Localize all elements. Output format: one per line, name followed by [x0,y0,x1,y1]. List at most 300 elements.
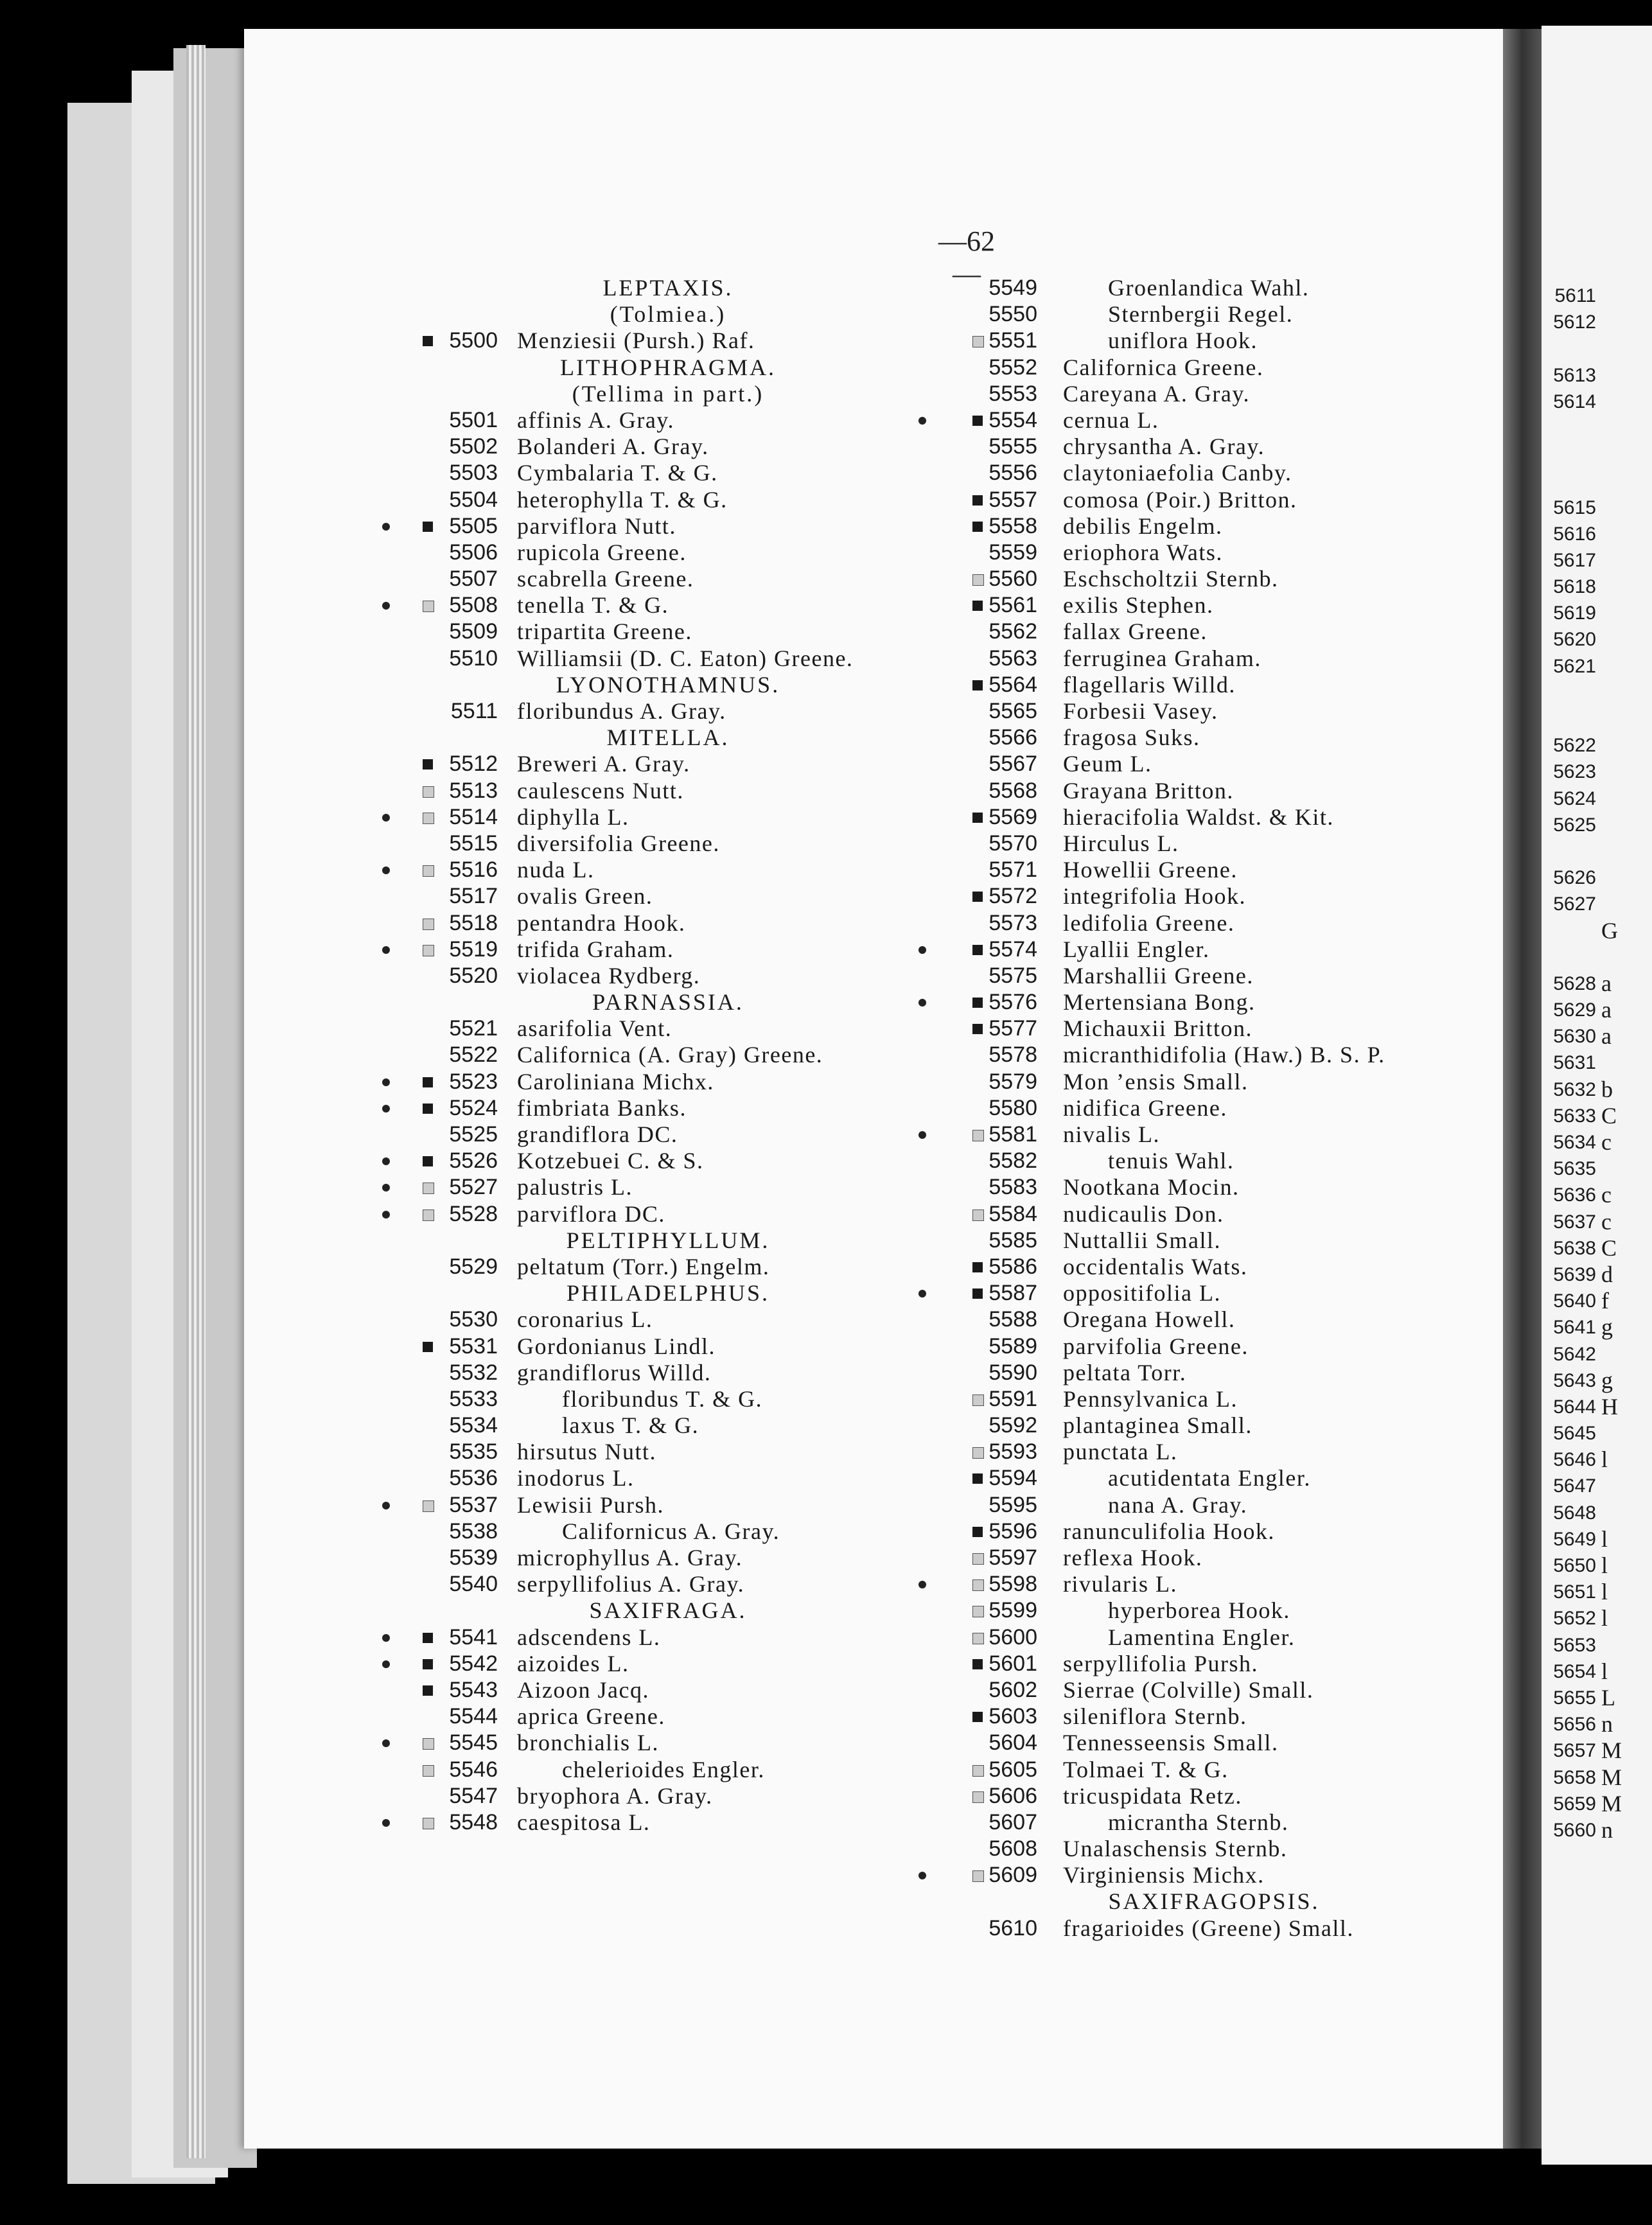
species-entry [1545,1526,1652,1552]
species-name: heterophylla T. & G. [517,486,728,513]
species-name: ranunculifolia Hook. [1063,1518,1275,1544]
species-name: Howellii Greene. [1063,857,1238,883]
genus-heading [385,1597,951,1624]
species-entry [385,937,951,963]
species-entry [925,1492,1503,1518]
entry-number: 5525 [449,1122,498,1147]
species-entry [925,1306,1503,1333]
entry-number: 5639 [1553,1263,1596,1285]
entry-number: 5511 [450,699,498,723]
species-name: hyperborea Hook. [1108,1597,1290,1624]
species-entry [925,1862,1503,1888]
entry-number: 5553 [989,381,1037,406]
species-entry [1545,786,1652,812]
species-entry [925,646,1503,672]
species-entry [925,1783,1503,1809]
entry-number: 5615 [1553,497,1596,518]
species-entry [925,1571,1503,1597]
entry-number: 5572 [989,884,1037,909]
entry-number: 5541 [449,1624,498,1649]
genus-name: LEPTAXIS. [602,275,734,301]
species-name: Breweri A. Gray. [517,751,690,777]
entry-number: 5557 [989,487,1037,512]
entry-number: 5563 [989,646,1037,671]
species-entry [1545,1156,1652,1182]
species-name: peltata Torr. [1063,1359,1187,1385]
species-name: comosa (Poir.) Britton. [1063,486,1297,513]
species-entry [385,1042,951,1068]
right-column [925,275,1503,1942]
species-name: punctata L. [1063,1439,1178,1465]
entry-number: 5645 [1553,1423,1596,1445]
entry-number: 5599 [989,1598,1037,1623]
species-name: reflexa Hook. [1063,1545,1203,1570]
entry-number: 5569 [989,804,1037,829]
species-entry [1545,732,1652,759]
entry-number: 5576 [989,990,1037,1015]
genus-heading [385,725,951,751]
species-entry [385,619,951,645]
entry-number: 5657 [1553,1740,1596,1762]
species-entry [925,751,1503,777]
entry-number: 5551 [989,328,1037,353]
species-name: Kotzebuei C. & S. [517,1148,704,1174]
species-entry [925,1412,1503,1439]
entry-number: 5627 [1553,893,1596,915]
species-entry [1545,1103,1652,1129]
genus-heading [385,381,951,407]
species-entry [1545,1077,1652,1103]
entry-number: 5595 [989,1492,1037,1517]
entry-number: 5588 [989,1307,1037,1332]
entry-number: 5641 [1553,1317,1596,1339]
species-entry [1545,1473,1652,1499]
genus-heading [385,1227,951,1254]
species-entry [1545,1341,1652,1368]
species-entry [1545,1552,1652,1579]
species-entry [1545,1737,1652,1764]
entry-number: 5613 [1553,364,1596,386]
entry-number: 5574 [989,937,1037,962]
species-name: nivalis L. [1063,1121,1160,1147]
species-name: L [1601,1684,1617,1711]
genus-name: MITELLA. [606,725,730,751]
genus-heading [385,1280,951,1306]
species-entry [385,1703,951,1730]
entry-number: 5550 [989,302,1037,327]
species-entry [385,1333,951,1360]
species-name: Menziesii (Pursh.) Raf. [517,328,755,354]
entry-number: 5517 [449,884,498,909]
species-entry [925,883,1503,910]
species-name: Oregana Howell. [1063,1306,1236,1333]
entry-number: 5535 [449,1439,498,1464]
species-entry [385,804,951,831]
species-name: fallax Greene. [1063,619,1208,645]
entry-number: 5634 [1553,1132,1596,1153]
species-entry [1545,1420,1652,1447]
genus-name: PHILADELPHUS. [566,1280,769,1306]
left-column [385,275,951,1836]
species-name: parviflora Nutt. [517,513,676,539]
species-name: rivularis L. [1063,1571,1177,1597]
species-entry [1545,838,1652,865]
species-name: M [1601,1737,1623,1764]
species-entry [385,1121,951,1148]
entry-number: 5548 [449,1809,498,1834]
species-entry [925,460,1503,486]
species-name: Sierrae (Colville) Small. [1063,1676,1314,1703]
entry-number: 5612 [1553,312,1596,333]
species-entry [925,1174,1503,1200]
species-entry [385,910,951,937]
entry-number: 5651 [1553,1581,1596,1603]
species-name: Californica Greene. [1063,354,1264,380]
species-entry [385,1386,951,1412]
species-entry [1545,1817,1652,1843]
species-entry [925,434,1503,460]
species-entry [385,1571,951,1597]
entry-number: 5598 [989,1572,1037,1597]
entry-number: 5585 [989,1227,1037,1253]
entry-number: 5628 [1553,972,1596,994]
species-name: micrantha Sternb. [1108,1809,1289,1835]
species-name: l [1601,1658,1609,1684]
species-entry [385,1677,951,1703]
entry-number: 5594 [989,1466,1037,1491]
species-entry [1545,865,1652,891]
species-entry [925,1121,1503,1148]
species-entry [925,831,1503,857]
entry-number: 5647 [1553,1475,1596,1497]
species-entry [385,328,951,354]
entry-number: 5650 [1553,1555,1596,1576]
species-entry [385,1306,951,1333]
species-name: flagellaris Willd. [1063,671,1236,698]
species-entry [385,831,951,857]
species-entry [1545,547,1652,574]
species-entry [1545,1129,1652,1156]
species-entry [925,1148,1503,1174]
species-entry [385,646,951,672]
entry-number: 5526 [449,1148,498,1174]
entry-number: 5560 [989,567,1037,592]
species-name: claytoniaefolia Canby. [1063,460,1292,486]
species-entry [385,1545,951,1571]
species-name: Lewisii Pursh. [517,1491,665,1518]
species-name: occidentalis Wats. [1063,1253,1248,1280]
species-entry [385,487,951,513]
species-entry [925,592,1503,619]
entry-number: 5555 [989,434,1037,459]
species-entry [1545,1050,1652,1076]
entry-number: 5644 [1553,1396,1596,1418]
species-entry [385,857,951,883]
species-name: bronchialis L. [517,1730,659,1756]
species-name: n [1601,1711,1614,1737]
entry-number: 5531 [449,1333,498,1359]
entry-number: 5578 [989,1042,1037,1068]
entry-number: 5567 [989,752,1037,777]
genus-heading [925,1888,1503,1915]
species-name: Eschscholtzii Sternb. [1063,566,1279,592]
species-name: adscendens L. [517,1624,661,1650]
species-entry [925,275,1503,301]
species-entry [1545,944,1652,971]
species-entry [925,1280,1503,1306]
entry-number: 5512 [449,752,498,777]
species-entry [925,963,1503,989]
entry-number: 5573 [989,910,1037,935]
species-entry [1545,335,1652,362]
entry-number: 5584 [989,1201,1037,1226]
species-entry [1545,1685,1652,1711]
species-name: caulescens Nutt. [517,777,684,804]
species-name: c [1601,1129,1613,1155]
genus-heading [385,672,951,698]
species-name: a [1601,997,1613,1023]
species-name: serpyllifolius A. Gray. [517,1571,745,1597]
entry-number: 5649 [1553,1528,1596,1550]
species-entry [1545,759,1652,785]
species-name: bryophora A. Gray. [517,1782,713,1809]
species-entry [925,1545,1503,1571]
species-entry [385,1016,951,1042]
species-name: f [1601,1288,1610,1314]
species-name: Gordonianus Lindl. [517,1333,716,1359]
species-name: diphylla L. [517,804,629,830]
entry-number: 5630 [1553,1026,1596,1048]
species-entry [385,1465,951,1491]
species-entry [385,963,951,989]
species-name: hirsutus Nutt. [517,1439,657,1465]
species-entry [925,857,1503,883]
entry-number: 5619 [1553,602,1596,624]
species-name: c [1601,1208,1613,1235]
species-entry [1545,1235,1652,1262]
species-name: C [1601,1102,1618,1129]
genus-name: (Tellima in part.) [572,380,764,407]
entry-number: 5622 [1553,735,1596,757]
species-entry [925,672,1503,698]
entry-number: 5608 [989,1836,1037,1861]
book-gutter [1503,29,1542,2149]
species-entry [1545,389,1652,415]
entry-number: 5546 [449,1757,498,1782]
species-name: c [1601,1182,1613,1208]
species-name: Californicus A. Gray. [562,1518,780,1544]
entry-number: 5524 [449,1095,498,1120]
entry-number: 5539 [449,1545,498,1570]
species-name: Williamsii (D. C. Eaton) Greene. [517,645,854,671]
entry-number: 5507 [449,567,498,592]
species-name: tricuspidata Retz. [1063,1782,1242,1809]
species-entry [385,1360,951,1386]
entry-number: 5527 [449,1175,498,1200]
species-entry [925,1016,1503,1042]
species-entry [1545,971,1652,997]
entry-number: 5587 [989,1281,1037,1306]
species-entry [385,566,951,592]
species-name: M [1601,1790,1623,1816]
species-name: n [1601,1816,1614,1843]
species-entry [1545,1023,1652,1050]
species-name: fimbriata Banks. [517,1095,687,1121]
page-edges [186,45,206,2158]
species-entry [385,1069,951,1095]
species-entry [925,301,1503,328]
species-entry [925,989,1503,1016]
species-entry [925,1069,1503,1095]
species-name: H [1601,1393,1619,1420]
species-entry [1545,706,1652,732]
species-entry [1545,309,1652,335]
species-name: rupicola Greene. [517,539,687,565]
entry-number: 5659 [1553,1793,1596,1815]
species-name: Bolanderi A. Gray. [517,434,709,460]
species-entry [925,1227,1503,1254]
species-entry [925,355,1503,381]
entry-number: 5534 [449,1413,498,1438]
entry-number: 5602 [989,1677,1037,1702]
entry-number: 5606 [989,1783,1037,1808]
entry-number: 5638 [1553,1237,1596,1259]
entry-number: 5502 [449,434,498,459]
species-name: asarifolia Vent. [517,1016,672,1042]
entry-number: 5632 [1553,1078,1596,1100]
entry-number: 5618 [1553,576,1596,598]
species-entry [385,1651,951,1677]
species-name: eriophora Wats. [1063,539,1223,565]
species-entry [925,513,1503,540]
species-entry [385,1783,951,1809]
species-name: l [1601,1552,1609,1578]
entry-number: 5542 [449,1651,498,1676]
genus-heading [385,355,951,381]
species-name: Nootkana Mocin. [1063,1174,1240,1200]
species-name: diversifolia Greene. [517,830,720,856]
entry-number: 5614 [1553,391,1596,412]
entry-number: 5589 [989,1333,1037,1359]
species-name: aprica Greene. [517,1703,665,1730]
entry-number: 5621 [1553,655,1596,677]
species-name: pentandra Hook. [517,910,686,936]
entry-number: 5580 [989,1095,1037,1120]
entry-number: 5637 [1553,1211,1596,1233]
entry-number: 5590 [989,1360,1037,1385]
species-name: Mon ’ensis Small. [1063,1068,1249,1095]
entry-number: 5522 [449,1042,498,1068]
species-name: inodorus L. [517,1465,635,1491]
species-name: d [1601,1261,1614,1287]
species-name: Mertensiana Bong. [1063,989,1256,1016]
species-entry [925,1757,1503,1783]
genus-name: SAXIFRAGA. [589,1597,747,1624]
species-entry [385,1518,951,1545]
entry-number: 5581 [989,1122,1037,1147]
entry-number: 5640 [1553,1290,1596,1312]
species-name: microphyllus A. Gray. [517,1545,743,1570]
species-entry [1545,600,1652,626]
entry-number: 5538 [449,1518,498,1543]
species-entry [1545,415,1652,441]
species-entry [1545,1182,1652,1208]
species-name: affinis A. Gray. [517,407,674,433]
species-name: nana A. Gray. [1108,1491,1248,1518]
species-name: ledifolia Greene. [1063,910,1235,936]
species-entry [925,619,1503,645]
entry-number: 5528 [449,1201,498,1226]
species-entry [1545,495,1652,521]
entry-number: 5642 [1553,1343,1596,1365]
species-entry [385,1148,951,1174]
species-name: fragarioides (Greene) Small. [1063,1915,1354,1941]
species-entry [925,1809,1503,1836]
species-entry [1545,918,1652,944]
species-entry [1545,1368,1652,1394]
species-entry [1545,1288,1652,1314]
species-entry [385,698,951,725]
entry-number: 5658 [1553,1766,1596,1788]
species-name: l [1601,1526,1609,1552]
entry-number: 5500 [449,328,498,353]
species-entry [925,1677,1503,1703]
entry-number: 5620 [1553,629,1596,651]
species-name: Nuttallii Small. [1063,1227,1221,1253]
entry-number: 5562 [989,619,1037,644]
species-name: exilis Stephen. [1063,592,1214,619]
species-entry [925,1439,1503,1465]
species-entry [925,778,1503,804]
genus-heading [385,301,951,328]
species-name: aizoides L. [517,1650,629,1676]
species-name: chelerioides Engler. [562,1756,765,1782]
species-entry [385,1757,951,1783]
entry-number: 5653 [1553,1634,1596,1656]
species-name: nudicaulis Don. [1063,1200,1224,1227]
species-name: Aizoon Jacq. [517,1676,649,1703]
entry-number: 5597 [989,1545,1037,1570]
species-entry [1545,283,1652,309]
species-name: trifida Graham. [517,936,674,962]
entry-number: 5510 [449,646,498,671]
species-entry [925,328,1503,354]
entry-number: 5601 [989,1651,1037,1676]
species-entry [1545,891,1652,917]
species-entry [1545,521,1652,547]
entry-number: 5629 [1553,999,1596,1021]
entry-number: 5579 [989,1069,1037,1094]
entry-number: 5577 [989,1016,1037,1041]
species-name: l [1601,1579,1609,1605]
species-entry [925,540,1503,566]
entry-number: 5648 [1553,1502,1596,1524]
species-name: floribundus A. Gray. [517,698,726,724]
species-entry [925,725,1503,751]
entry-number: 5533 [449,1386,498,1411]
entry-number: 5508 [449,593,498,618]
species-name: coronarius L. [517,1306,653,1333]
entry-number: 5516 [449,857,498,883]
species-name: M [1601,1764,1623,1790]
species-entry [925,1465,1503,1491]
facing-page-column [1545,283,1652,1843]
entry-number: 5513 [449,778,498,803]
entry-number: 5547 [449,1783,498,1808]
species-name: Grayana Britton. [1063,777,1234,804]
entry-number: 5505 [449,513,498,538]
entry-number: 5552 [989,355,1037,380]
